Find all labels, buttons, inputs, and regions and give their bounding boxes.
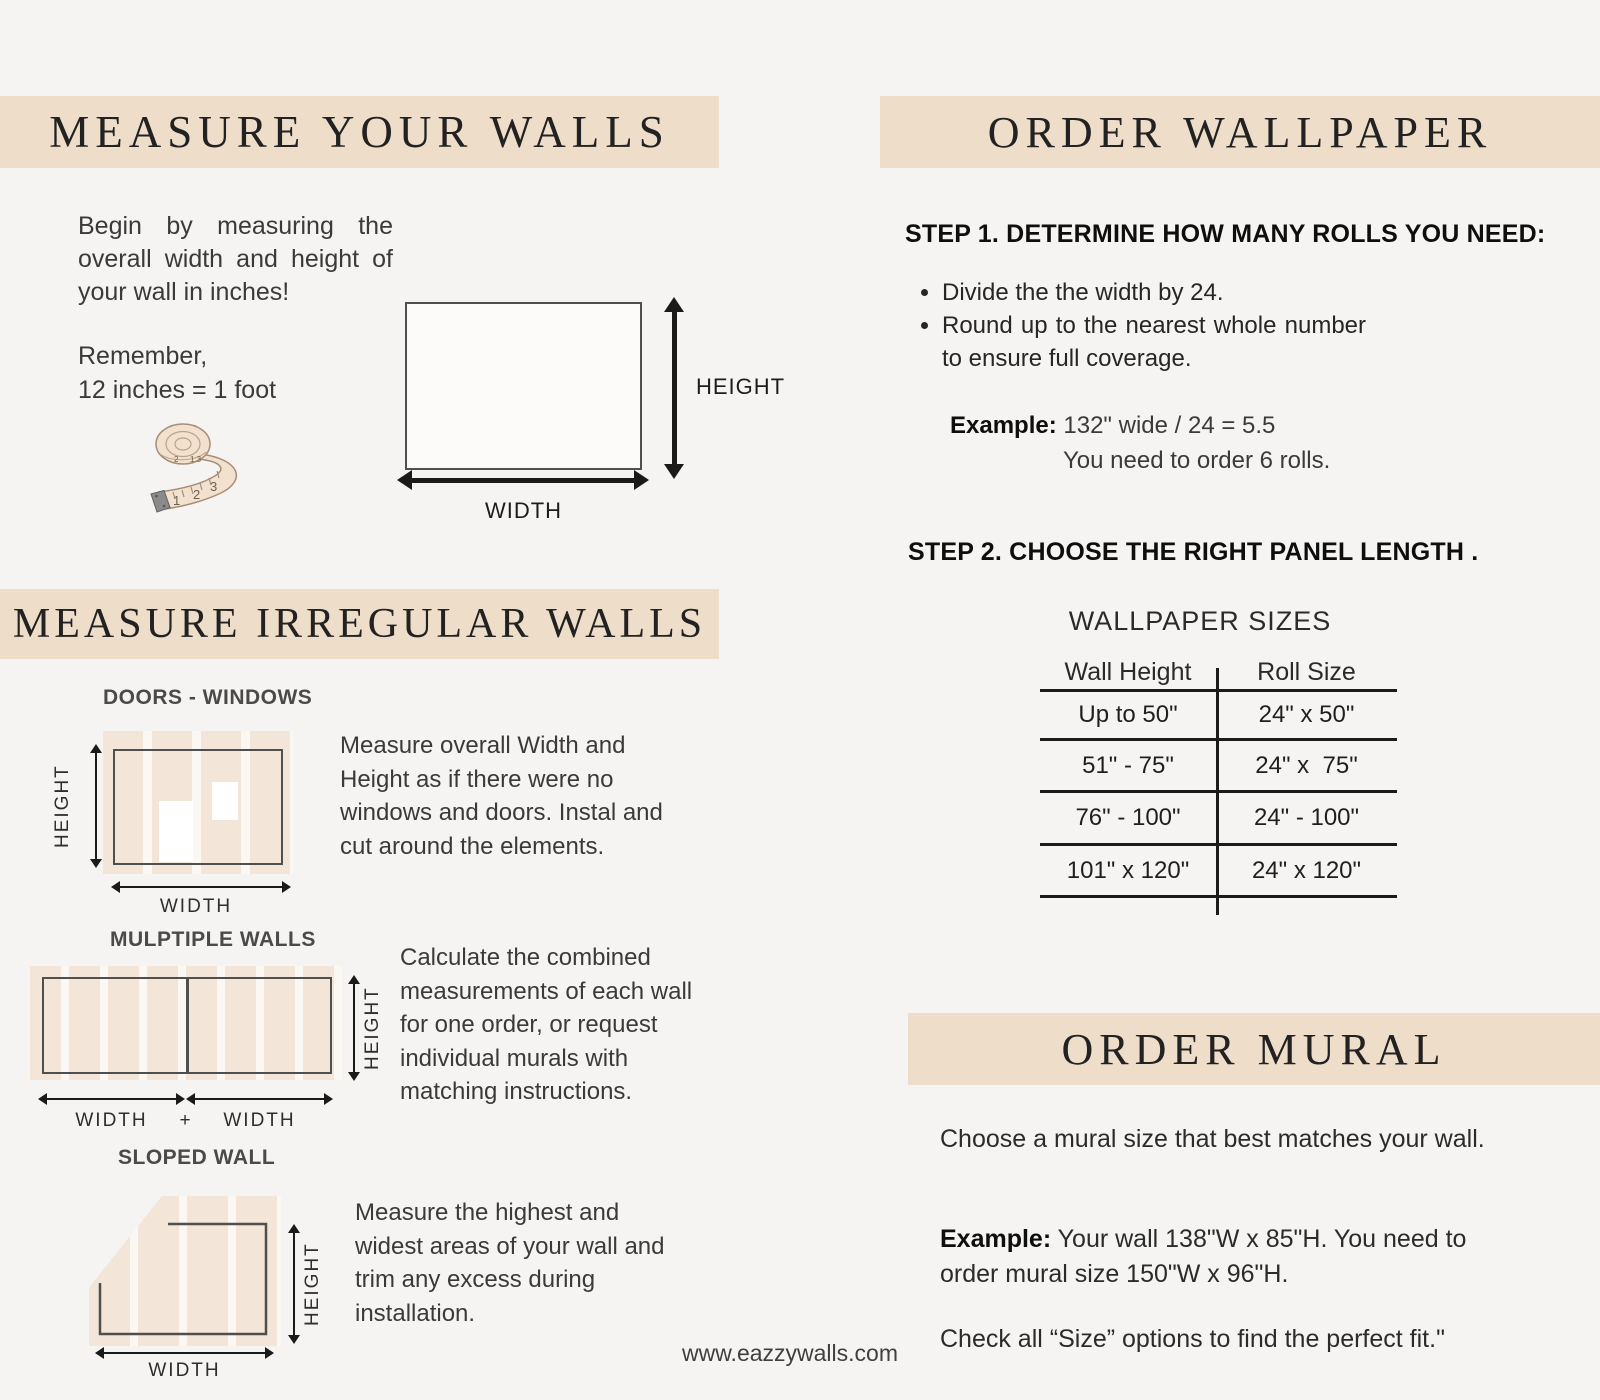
width-label: WIDTH [484, 498, 563, 523]
remember-line-2: 12 inches = 1 foot [78, 376, 277, 404]
order-wallpaper-title: ORDER WALLPAPER [987, 107, 1493, 157]
wall-divider-line [186, 979, 189, 1072]
order-mural-title: ORDER MURAL [1061, 1024, 1447, 1074]
table-row: 51" - 75" 24" x 75" [1040, 741, 1397, 793]
svg-text:1: 1 [173, 493, 181, 508]
multiple-walls-outline [42, 977, 332, 1074]
svg-text:3: 3 [210, 479, 218, 494]
multiple-walls-height-label: HEIGHT [362, 986, 383, 1070]
height-arrow [672, 312, 677, 464]
col-header-roll-size: Roll Size [1257, 658, 1356, 686]
multiple-walls-text: Calculate the combined measurements of each wall for one order, or request individual murals with matching instructions. [400, 944, 693, 1105]
bullet-divide: • Divide the the width by 24. [942, 276, 1366, 309]
footer-url: www.eazzywalls.com [682, 1340, 898, 1366]
doors-windows-width-label: WIDTH [159, 896, 233, 917]
window-shape [212, 782, 238, 820]
irregular-walls-title: MEASURE IRREGULAR WALLS [12, 601, 707, 647]
mural-intro-text: Choose a mural size that best matches your wall. [940, 1125, 1485, 1153]
multiple-walls-width-label-right: WIDTH [223, 1110, 296, 1131]
measure-intro-text: Begin by measuring the overall width and height of your wall in inches! [78, 212, 393, 306]
remember-line-1: Remember, [78, 342, 208, 370]
sloped-wall-height-label: HEIGHT [302, 1242, 323, 1326]
sloped-wall-outline [89, 1196, 281, 1346]
doors-windows-text: Measure overall Width and Height as if there were no windows and doors. Instal and cut around the elements. [340, 732, 663, 860]
wallpaper-sizes-title: WALLPAPER SIZES [1068, 606, 1332, 636]
svg-text:2: 2 [193, 487, 201, 502]
table-row: 101" x 120" 24" x 120" [1040, 846, 1397, 898]
multiple-walls-label: MULPTIPLE WALLS [110, 928, 316, 951]
measure-walls-band [0, 96, 719, 168]
example-label: Example: [940, 1225, 1052, 1253]
door-shape [159, 801, 193, 862]
example-label: Example: [950, 412, 1057, 439]
order-mural-band [908, 1013, 1600, 1085]
mural-example-body: Your wall 138"W x 85"H. You need to order mural size 150"W x 96"H. [940, 1225, 1467, 1288]
sloped-wall-width-label: WIDTH [148, 1360, 221, 1381]
svg-text:2: 2 [174, 455, 179, 464]
sloped-wall-text: Measure the highest and widest areas of your wall and trim any excess during installation. [355, 1199, 665, 1327]
doors-windows-height-arrow [95, 753, 97, 859]
doors-windows-height-label: HEIGHT [52, 764, 73, 848]
doors-windows-wall [113, 749, 283, 865]
rolls-example-line1 [950, 412, 1275, 440]
svg-text:1 3: 1 3 [190, 455, 202, 464]
plus-sign: + [179, 1110, 193, 1131]
example-calculation: 132" wide / 24 = 5.5 [1063, 412, 1276, 439]
step1-heading: STEP 1. DETERMINE HOW MANY ROLLS YOU NEED: [905, 220, 1546, 248]
multiple-walls-height-arrow [353, 984, 355, 1072]
irregular-walls-band [0, 589, 719, 659]
step2-heading: STEP 2. CHOOSE THE RIGHT PANEL LENGTH . [908, 538, 1479, 566]
doors-windows-label: DOORS - WINDOWS [103, 686, 313, 709]
table-row: 76" - 100" 24" - 100" [1040, 793, 1397, 846]
multiple-walls-width-arrow-left [47, 1098, 176, 1100]
table-row: Up to 50" 24" x 50" [1040, 692, 1397, 741]
mural-note-text: Check all “Size” options to find the perfect fit." [940, 1325, 1445, 1353]
table-vertical-divider [1216, 668, 1219, 915]
mural-example-text [940, 1222, 1502, 1292]
sloped-wall-width-arrow [104, 1352, 265, 1354]
wall-diagram [405, 302, 642, 470]
measure-walls-title: MEASURE YOUR WALLS [49, 107, 670, 157]
rolls-example-line2: You need to order 6 rolls. [1063, 447, 1331, 474]
sloped-wall-label: SLOPED WALL [118, 1146, 276, 1169]
width-arrow [412, 478, 634, 483]
bullet-round-up: • Round up to the nearest whole number to ensure full coverage. [942, 309, 1366, 375]
tape-measure-icon [140, 414, 265, 519]
step1-bullet-list [916, 276, 1366, 375]
multiple-walls-width-arrow-right [195, 1098, 324, 1100]
col-header-wall-height: Wall Height [1064, 658, 1192, 686]
height-label: HEIGHT [696, 374, 786, 399]
multiple-walls-width-label-left: WIDTH [75, 1110, 148, 1131]
order-wallpaper-band [880, 96, 1600, 168]
doors-windows-width-arrow [120, 886, 282, 888]
sloped-wall-height-arrow [293, 1233, 295, 1335]
